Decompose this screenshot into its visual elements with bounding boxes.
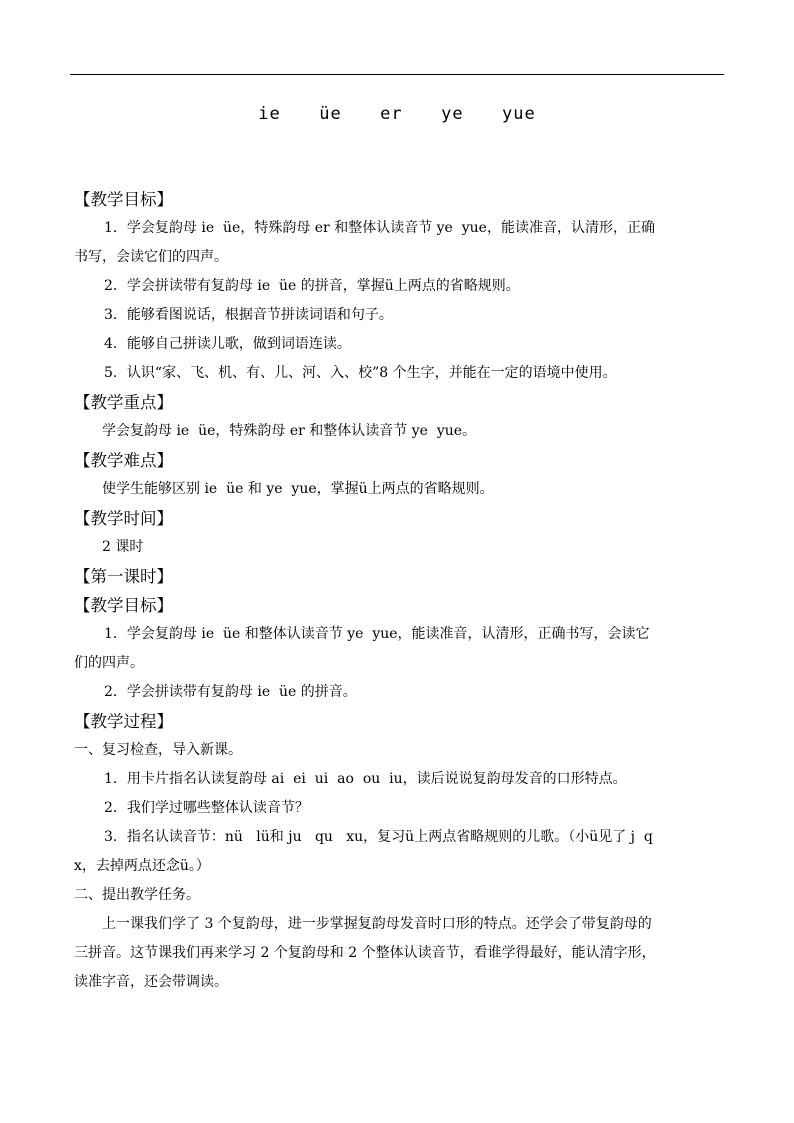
process-step-1-title: 一、复习检查，导入新课。 [74, 742, 242, 758]
process-step-1-item-1: 1．用卡片指名认读复韵母 ai ei ui ao ou iu，读后说说复韵母发音的口形特点。 [104, 771, 627, 787]
goal2-item-1-line-2: 们的四声。 [74, 655, 144, 671]
process-step-1-item-3-line-2: x，去掉两点还念ü。） [74, 858, 210, 874]
process-step-1-item-2: 2．我们学过哪些整体认读音节？ [104, 800, 309, 816]
process-step-2-paragraph-line-3: 读准字音，还会带调读。 [74, 974, 228, 990]
goal-item-3: 3．能够看图说话，根据音节拼读词语和句子。 [104, 307, 393, 323]
section-heading-focus: 【教学重点】 [74, 393, 173, 412]
goal-item-1-line-2: 书写，会读它们的四声。 [74, 249, 228, 265]
goal-item-2: 2．学会拼读带有复韵母 ie üe 的拼音，掌握ü上两点的省略规则。 [104, 278, 520, 294]
section-heading-first-lesson: 【第一课时】 [74, 567, 173, 586]
document-title: ie üe er ye yue [258, 104, 536, 124]
goal-item-4: 4．能够自己拼读儿歌，做到词语连读。 [104, 336, 351, 352]
process-step-2-title: 二、提出教学任务。 [74, 887, 200, 903]
section-heading-goals-2: 【教学目标】 [74, 596, 173, 615]
header-rule [70, 74, 724, 75]
process-step-1-item-3-line-1: 3．指名认读音节：nü lü和 ju qu xu，复习ü上两点省略规则的儿歌。（小ü见了 j q [104, 829, 653, 845]
difficulty-text: 使学生能够区别 ie üe 和 ye yue，掌握ü上两点的省略规则。 [102, 481, 494, 497]
section-heading-time: 【教学时间】 [74, 509, 173, 528]
section-heading-goals: 【教学目标】 [74, 190, 173, 209]
goal2-item-1-line-1: 1．学会复韵母 ie üe 和整体认读音节 ye yue，能读准音，认清形，正确书写，会读它 [104, 626, 650, 642]
goal-item-5: 5．认识“家、飞、机、有、儿、河、入、校”8 个生字，并能在一定的语境中使用。 [104, 365, 617, 381]
time-text: 2 课时 [102, 539, 144, 555]
process-step-2-paragraph-line-1: 上一课我们学了 3 个复韵母，进一步掌握复韵母发音时口形的特点。还学会了带复韵母的 [102, 916, 652, 932]
section-heading-difficulty: 【教学难点】 [74, 451, 173, 470]
section-heading-process: 【教学过程】 [74, 712, 173, 731]
process-step-2-paragraph-line-2: 三拼音。这节课我们再来学习 2 个复韵母和 2 个整体认读音节，看谁学得最好，能认清字形， [74, 945, 656, 961]
goal-item-1-line-1: 1．学会复韵母 ie üe，特殊韵母 er 和整体认读音节 ye yue，能读准音，认清形，正确 [104, 220, 655, 236]
focus-text: 学会复韵母 ie üe，特殊韵母 er 和整体认读音节 ye yue。 [102, 423, 477, 439]
goal2-item-2: 2．学会拼读带有复韵母 ie üe 的拼音。 [104, 684, 357, 700]
document-body [74, 185, 726, 997]
